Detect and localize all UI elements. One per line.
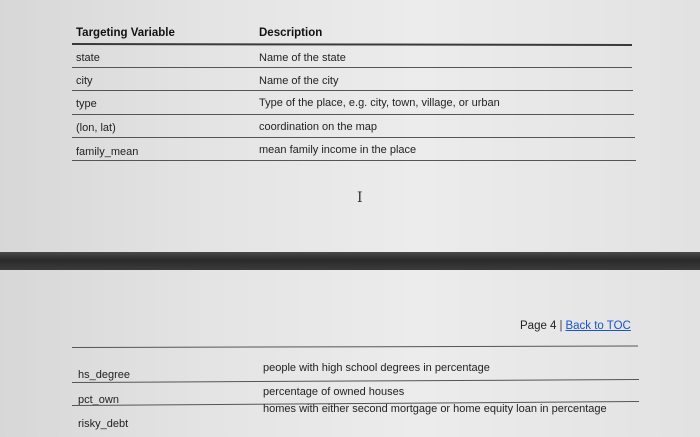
- table-row-description: percentage of owned houses: [263, 386, 405, 398]
- table-row-variable: pct_own: [78, 394, 119, 406]
- table-row-variable: city: [76, 75, 93, 87]
- header-variable: Targeting Variable: [76, 27, 175, 39]
- row-rule: [72, 379, 639, 383]
- row-rule: [72, 90, 633, 91]
- table-row-variable: hs_degree: [78, 369, 130, 381]
- pager-separator: |: [559, 320, 563, 332]
- table-row-description: Name of the city: [259, 75, 339, 87]
- variables-table: [0, 0, 700, 170]
- row-rule: [72, 114, 634, 115]
- table-row-variable: (lon, lat): [76, 122, 116, 134]
- table-row-description: people with high school degrees in percentage: [263, 362, 490, 374]
- table-row-description: Type of the place, e.g. city, town, village, or urban: [259, 97, 500, 109]
- row-rule: [72, 346, 638, 348]
- header-rule: [72, 43, 632, 46]
- table-row-variable: state: [76, 52, 100, 64]
- page-number: Page 4: [520, 320, 557, 332]
- row-rule: [72, 160, 636, 161]
- table-row-description: Name of the state: [259, 52, 346, 64]
- table-row-variable: risky_debt: [78, 418, 129, 430]
- text-cursor-icon: I: [357, 190, 363, 206]
- page-break-band: [0, 252, 700, 270]
- page-bottom: [0, 270, 700, 437]
- table-row-variable: type: [76, 98, 97, 110]
- table-row-description: mean family income in the place: [259, 144, 417, 156]
- back-to-toc-link[interactable]: Back to TOC: [565, 320, 631, 332]
- header-description: Description: [259, 27, 323, 39]
- table-row-description: coordination on the map: [259, 121, 378, 133]
- row-rule: [72, 137, 635, 138]
- row-rule: [72, 67, 632, 68]
- table-row-description: homes with either second mortgage or home equity loan in percentage: [263, 403, 607, 415]
- table-row-variable: family_mean: [76, 146, 139, 158]
